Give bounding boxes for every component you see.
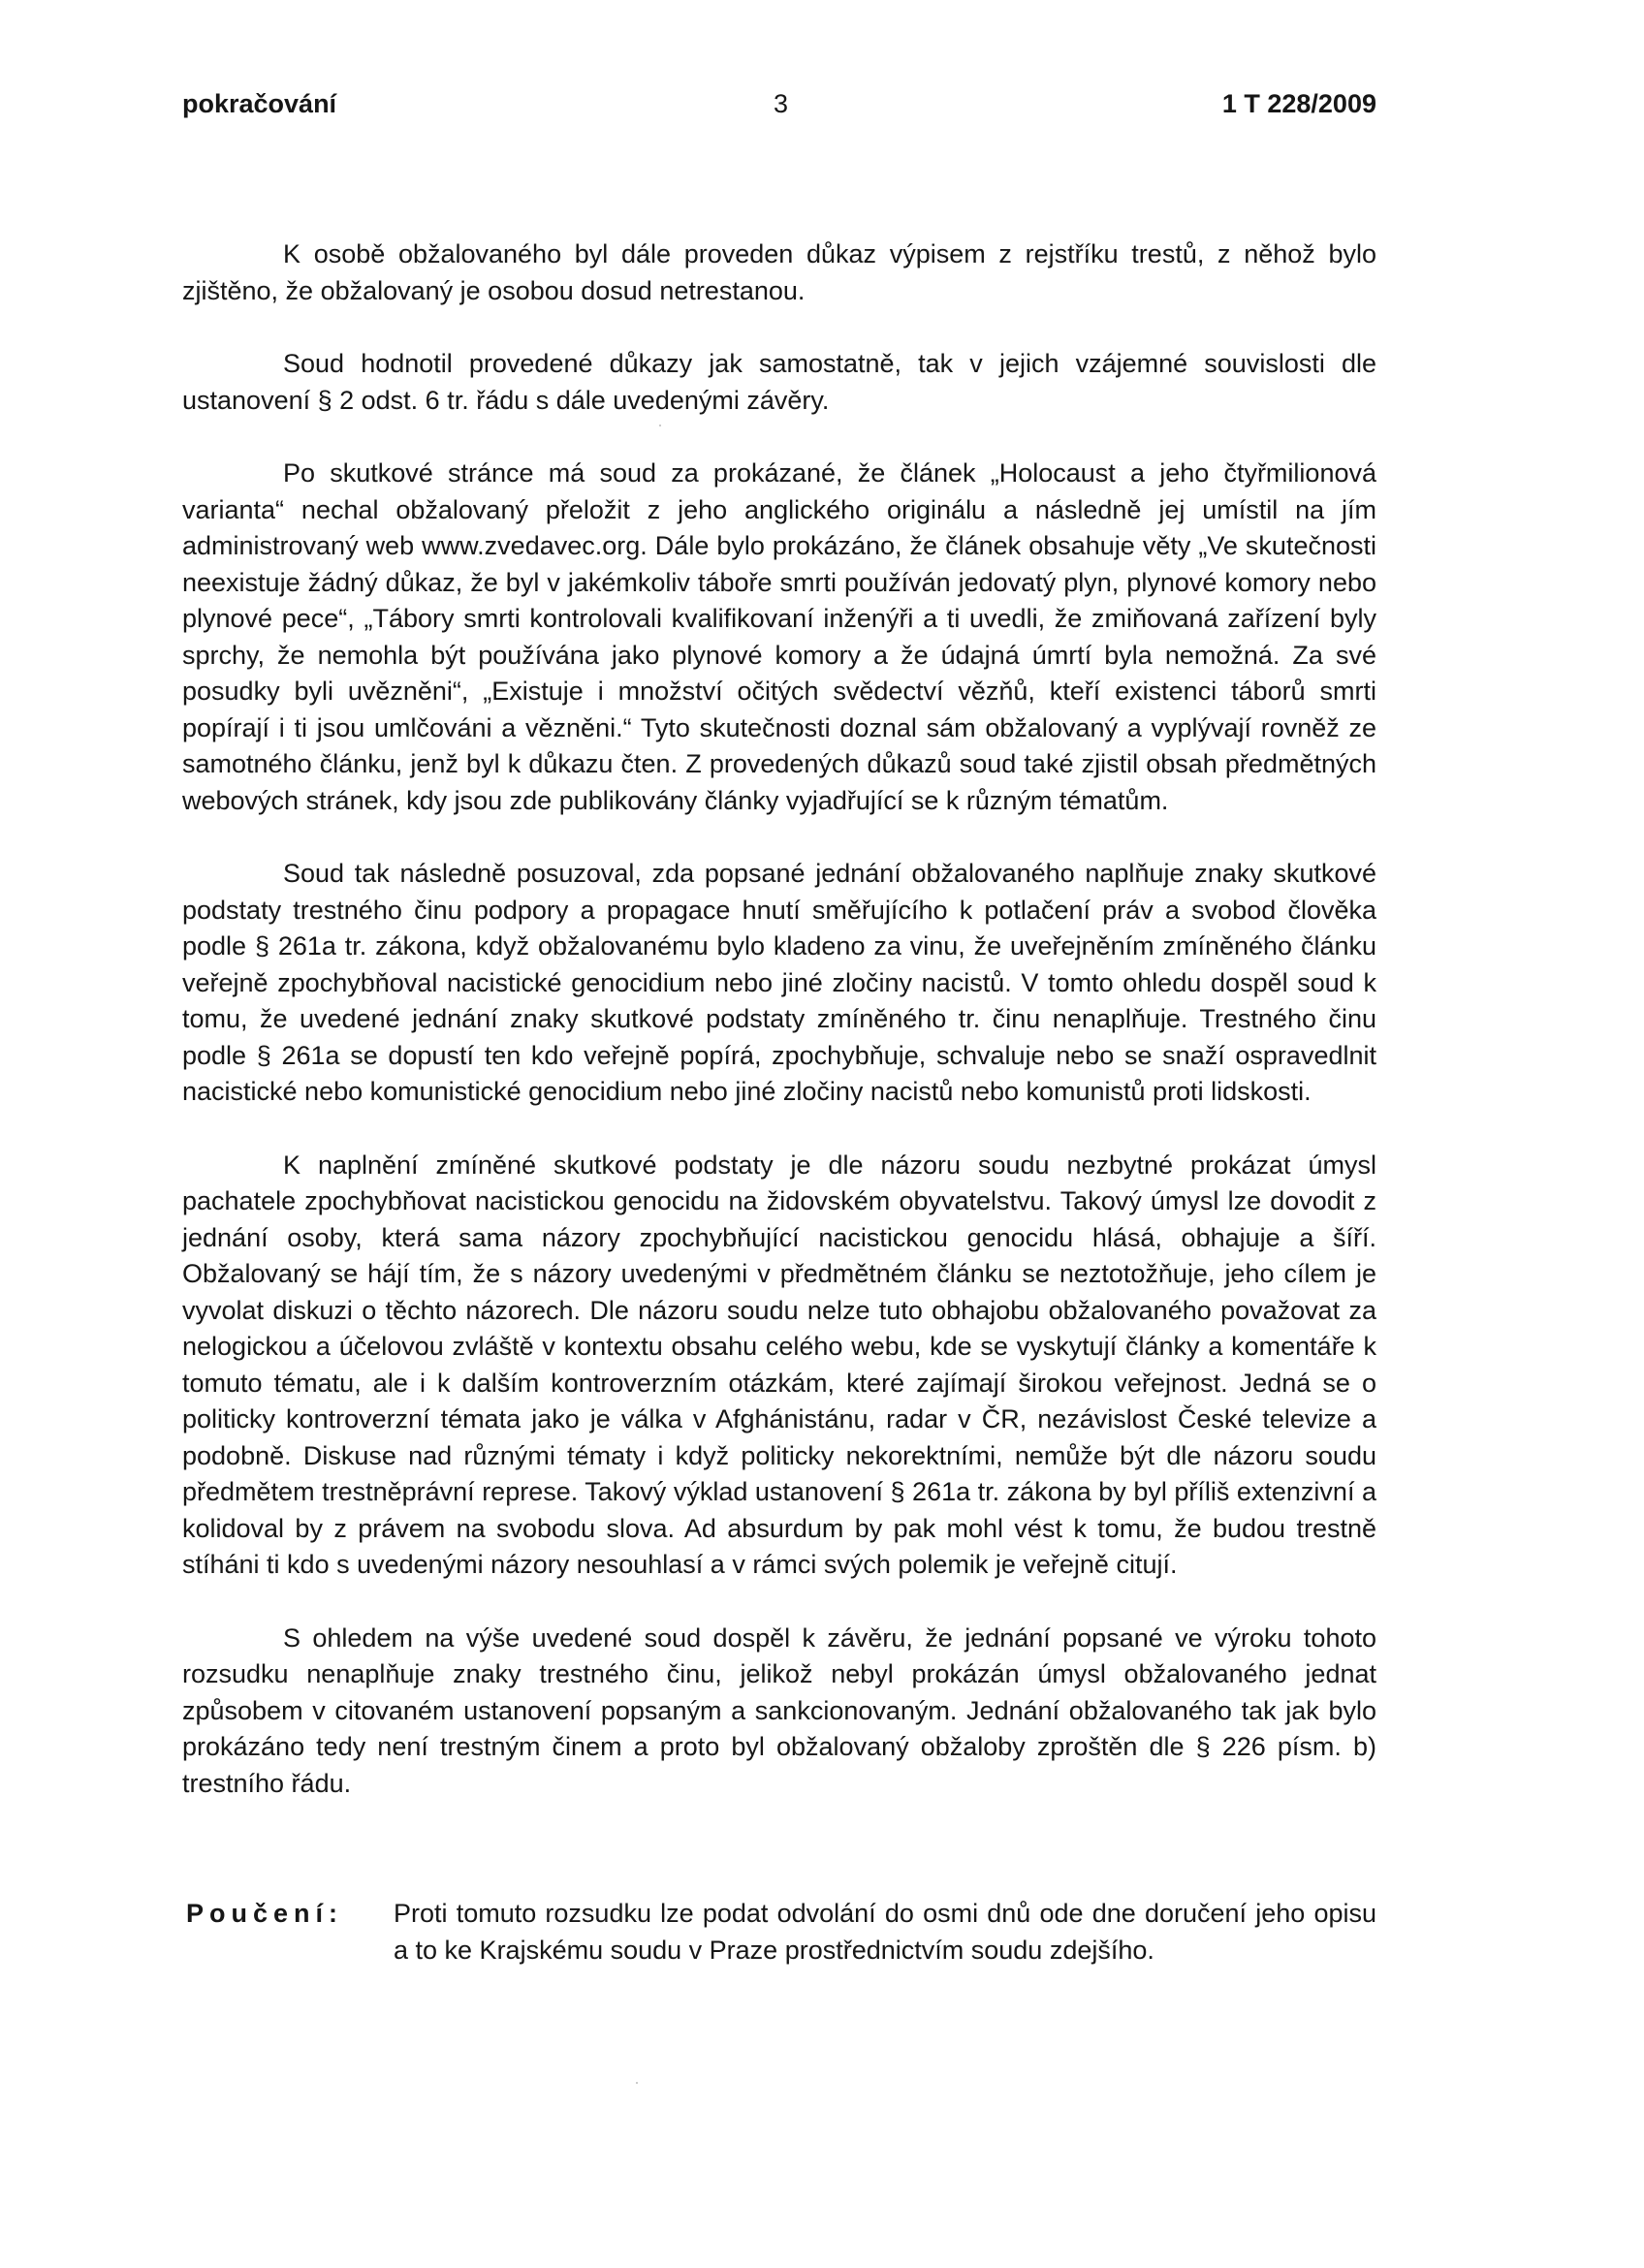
paragraph-facts: Po skutkové stránce má soud za prokázané, že článek „Holocaust a jeho čtyřmilionová varianta“ nechal obžalovaný přeložit z jeho anglického originálu a následně jej umístil na jím administrovaný web www.zvedavec.org. Dále bylo prokázáno, že článek obsahuje věty „Ve skutečnosti neexistuje žádný důkaz, že byl v jakémkoliv táboře smrti používán jedovatý plyn, plynové komory nebo plynové pece“, „Tábory smrti kontrolovali kvalifikovaní inženýři a ti uvedli, že zmiňovaná zařízení byly sprchy, že nemohla být používána jako plynové komory a že údajná úmrtí byla nemožná. Za své posudky byli uvězněni“, „Existuje i množství očitých svědectví vězňů, kteří existenci táborů smrti popírají i ti jsou umlčováni a vězněni.“ Tyto skutečnosti doznal sám obžalovaný a vyplývají rovněž ze samotného článku, jenž byl k důkazu čten. Z provedených důkazů soud také zjistil obsah předmětných webových stránek, kdy jsou zde publikovány články vyjadřující se k různým tématům. xyxy=(182,458,1376,815)
instruction-text: Proti tomuto rozsudku lze podat odvolání do osmi dnů ode dne doručení jeho opisu a to ke Krajskému soudu v Praze prostřednictvím soudu zdejšího. xyxy=(394,1899,1376,1965)
paragraph-conclusion: S ohledem na výše uvedené soud dospěl k závěru, že jednání popsané ve výroku tohoto rozsudku nenaplňuje znaky trestného činu, jelikož nebyl prokázán úmysl obžalovaného jednat způsobem v citovaném ustanovení popsaným a sankcionovaným. Jednání obžalovaného tak jak bylo prokázáno tedy není trestným činem a proto byl obžalovaný obžaloby zproštěn dle § 226 písm. b) trestního řádu. xyxy=(182,1622,1376,1798)
continuation-label: pokračování xyxy=(182,89,337,118)
page-number: 3 xyxy=(774,89,789,118)
paragraph-legal-assessment: Soud tak následně posuzoval, zda popsané jednání obžalovaného naplňuje znaky skutkové podstaty trestného činu podpory a propagace hnutí směřujícího k potlačení práv a svobod člověka podle § 261a tr. zákona, když obžalovanému bylo kladeno za vinu, že uveřejněním zmíněného článku veřejně zpochybňoval nacistické genocidium nebo jiné zločiny nacistů. V tomto ohledu dospěl soud k tomu, že uvedené jednání znaky skutkové podstaty zmíněného tr. činu nenaplňuje. Trestného činu podle § 261a se dopustí ten kdo veřejně popírá, zpochybňuje, schvaluje nebo se snaží ospravedlnit nacistické nebo komunistické genocidium nebo jiné zločiny nacistů nebo komunistů proti lidskosti. xyxy=(182,859,1376,1106)
paragraph-evidence-evaluation: Soud hodnotil provedené důkazy jak samostatně, tak v jejich vzájemné souvislosti dle ustanovení § 2 odst. 6 tr. řádu s dále uvedenými závěry. xyxy=(182,349,1376,415)
paragraph-criminal-record: K osobě obžalovaného byl dále proveden důkaz výpisem z rejstříku trestů, z něhož bylo zjištěno, že obžalovaný je osobou dosud netrestanou. xyxy=(182,239,1376,305)
scan-speck xyxy=(636,2082,638,2084)
page-header xyxy=(182,89,1376,128)
document-body xyxy=(182,236,1376,1802)
scan-speck xyxy=(659,425,661,426)
appeal-instruction xyxy=(186,1896,1376,1969)
case-number: 1 T 228/2009 xyxy=(1221,89,1376,118)
instruction-label: Poučení: xyxy=(186,1899,344,1928)
paragraph-intent: K naplnění zmíněné skutkové podstaty je dle názoru soudu nezbytné prokázat úmysl pachatele zpochybňovat nacistickou genocidu na židovském obyvatelstvu. Takový úmysl lze dovodit z jednání osoby, která sama názory zpochybňující nacistickou genocidu hlásá, obhajuje a šíří. Obžalovaný se hájí tím, že s názory uvedenými v předmětném článku se neztotožňuje, jeho cílem je vyvolat diskuzi o těchto názorech. Dle názoru soudu nelze tuto obhajobu obžalovaného považovat za nelogickou a účelovou zvláště v kontextu obsahu celého webu, kde se vyskytují články a komentáře k tomuto tématu, ale i k dalším kontroverzním otázkám, které zajímají širokou veřejnost. Jedná se o politicky kontroverzní témata jako je válka v Afghánistánu, radar v ČR, nezávislost České televize a podobně. Diskuse nad různými tématy i když politicky nekorektními, nemůže být dle názoru soudu předmětem trestněprávní represe. Takový výklad ustanovení § 261a tr. zákona by byl příliš extenzivní a kolidoval by z právem na svobodu slova. Ad absurdum by pak mohl vést k tomu, že budou trestně stíháni ti kdo s uvedenými názory nesouhlasí a v rámci svých polemik je veřejně citují. xyxy=(182,1150,1376,1579)
